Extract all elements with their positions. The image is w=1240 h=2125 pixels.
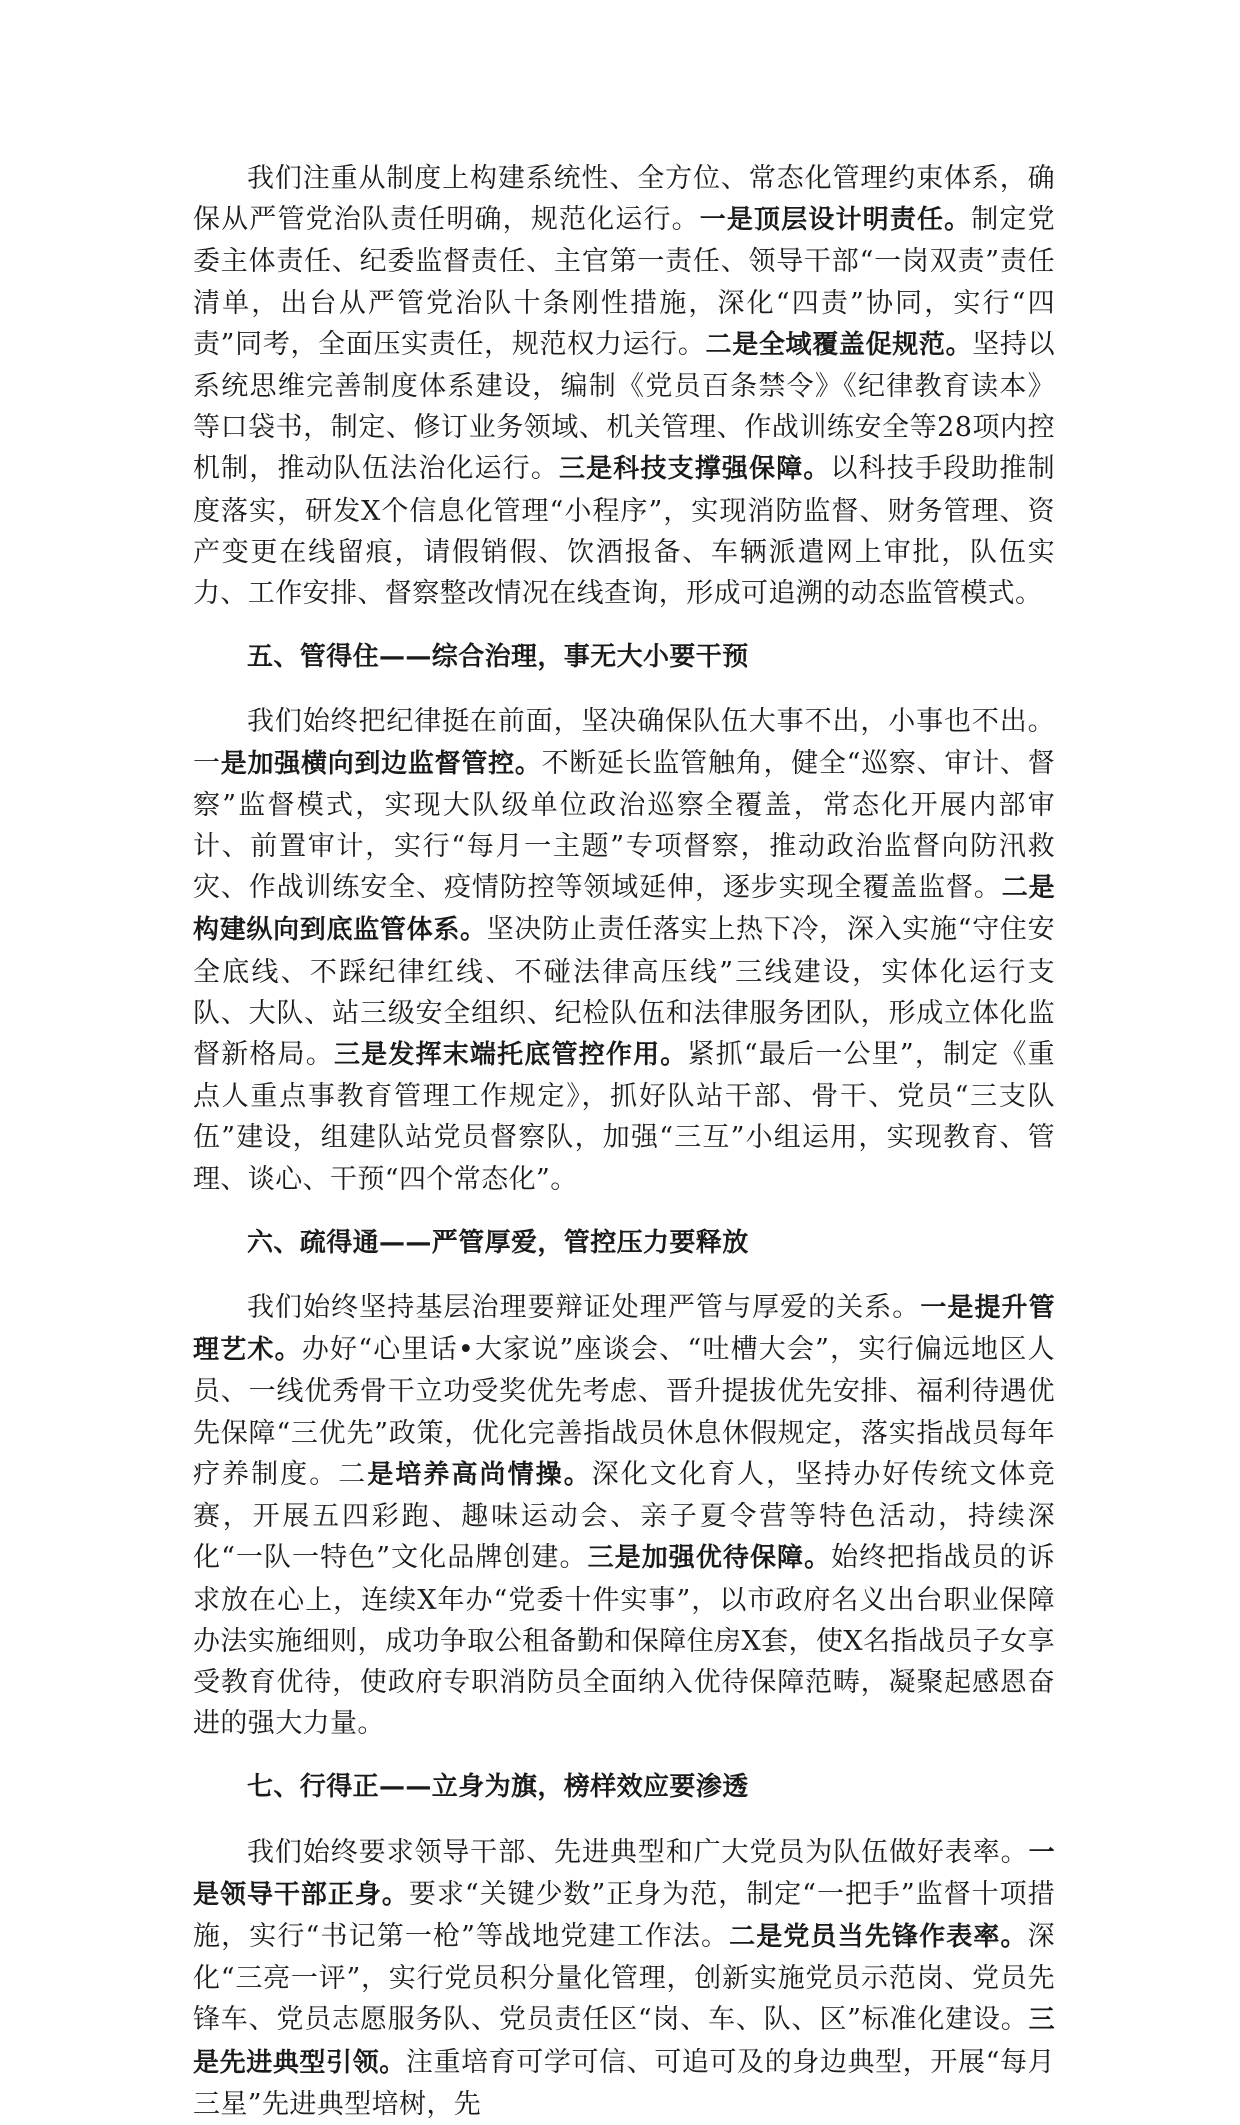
paragraph-system-building — [193, 158, 1055, 614]
section-heading-5: 五、管得住——综合治理，事无大小要干预 — [247, 642, 749, 673]
bold-run: 三是发挥末端托底管控作用。 — [333, 1040, 688, 1071]
bold-run: 一是领导干部正身。 — [193, 1837, 1055, 1910]
section-heading-6: 六、疏得通——严管厚爱，管控压力要释放 — [247, 1227, 749, 1258]
bold-run: 是培养高尚情操。 — [367, 1459, 592, 1490]
paragraph-role-models — [193, 1832, 1055, 2125]
paragraph-comprehensive-governance — [193, 701, 1055, 1199]
text-run: 我们始终把纪律挺在前面，坚决确保队伍大事不出，小事也不出。一 — [193, 706, 1055, 779]
bold-run: 二是党员当先锋作表率。 — [729, 1921, 1028, 1952]
document-page — [193, 158, 1055, 2125]
text-run: 紧抓“最后一公里”，制定《重点人重点事教育管理工作规定》，抓好队站干部、骨干、党员“三支队伍”建设，组建队站党员督察队，加强“三互”小组运用，实现教育、管理、谈心、干预“四个常态化”。 — [193, 1039, 1055, 1195]
bold-run: 二是构建纵向到底监管体系。 — [193, 873, 1055, 946]
text-run: 注重培育可学可信、可追可及的身边典型，开展“每月三星”先进典型培树，先 — [193, 2046, 1056, 2120]
text-run: 深化文化育人，坚持办好传统文体竞赛，开展五四彩跑、趣味运动会、亲子夏令营等特色活动，持续深化“一队一特色”文化品牌创建。 — [193, 1458, 1055, 1574]
text-run: 坚持以系统思维完善制度体系建设，编制《党员百条禁令》《纪律教育读本》等口袋书，制定、修订业务领域、机关管理、作战训练安全等28项内控机制，推动队伍法治化运行。 — [193, 328, 1055, 485]
paragraph-strict-care — [193, 1287, 1055, 1744]
bold-run: 三是先进典型引领。 — [193, 2005, 1055, 2078]
text-run: 我们始终坚持基层治理要辩证处理严管与厚爱的关系。 — [247, 1292, 921, 1324]
text-run: 制定党委主体责任、纪委监督责任、主官第一责任、领导干部“一岗双责”责任清单，出台从严管党治队十条刚性措施，深化“四责”协同，实行“四责”同考，全面压实责任，规范权力运行。 — [193, 204, 1055, 360]
text-run: 始终把指战员的诉求放在心上，连续X年办“党委十件实事”，以市政府名义出台职业保障办法实施细则，成功争取公租备勤和保障住房X套，使X名指战员子女享受教育优待，使政府专职消防员全面纳入优待保障范畴，凝聚起感恩奋进的强大力量。 — [193, 1542, 1056, 1740]
section-heading-7: 七、行得正——立身为旗，榜样效应要渗透 — [247, 1772, 749, 1803]
text-run: 要求“关键少数”正身为范，制定“一把手”监督十项措施，实行“书记第一枪”等战地党建工作法。 — [193, 1878, 1056, 1952]
text-run: 深化“三亮一评”，实行党员积分量化管理，创新实施党员示范岗、党员先锋车、党员志愿服务队、党员责任区“岗、车、队、区”标准化建设。 — [193, 1920, 1055, 2036]
bold-run: 一是提升管理艺术。 — [193, 1293, 1055, 1366]
text-run: 以科技手段助推制度落实，研发X个信息化管理“小程序”，实现消防监督、财务管理、资产变更在线留痕，请假销假、饮酒报备、车辆派遣网上审批，队伍实力、工作安排、督察整改情况在线查询，形成可追溯的动态监管模式。 — [193, 453, 1055, 610]
bold-run: 一是顶层设计明责任。 — [699, 205, 972, 236]
text-run: 我们注重从制度上构建系统性、全方位、常态化管理约束体系，确保从严管党治队责任明确，规范化运行。 — [193, 163, 1055, 236]
text-run: 办好“心里话•大家说”座谈会、“吐槽大会”，实行偏远地区人员、一线优秀骨干立功受奖优先考虑、晋升提拔优先安排、福利待遇优先保障“三优先”政策，优化完善指战员休息休假规定，落实指战员每年疗养制度。二 — [193, 1334, 1055, 1490]
bold-run: 二是全域覆盖促规范。 — [705, 329, 973, 360]
text-run: 坚决防止责任落实上热下冷，深入实施“守住安全底线、不踩纪律红线、不碰法律高压线”三线建设，实体化运行支队、大队、站三级安全组织、纪检队伍和法律服务团队，形成立体化监督新格局。 — [193, 914, 1055, 1071]
bold-run: 是加强横向到边监督管控。 — [220, 748, 542, 779]
bold-run: 三是科技支撑强保障。 — [558, 454, 831, 485]
text-run: 我们始终要求领导干部、先进典型和广大党员为队伍做好表率。 — [247, 1836, 1029, 1868]
bold-run: 三是加强优待保障。 — [587, 1543, 832, 1574]
text-run: 不断延长监管触角，健全“巡察、审计、督察”监督模式，实现大队级单位政治巡察全覆盖，常态化开展内部审计、前置审计，实行“每月一主题”专项督察，推动政治监督向防汛救灾、作战训练安全、疫情防控等领域延伸，逐步实现全覆盖监督。 — [193, 747, 1056, 904]
